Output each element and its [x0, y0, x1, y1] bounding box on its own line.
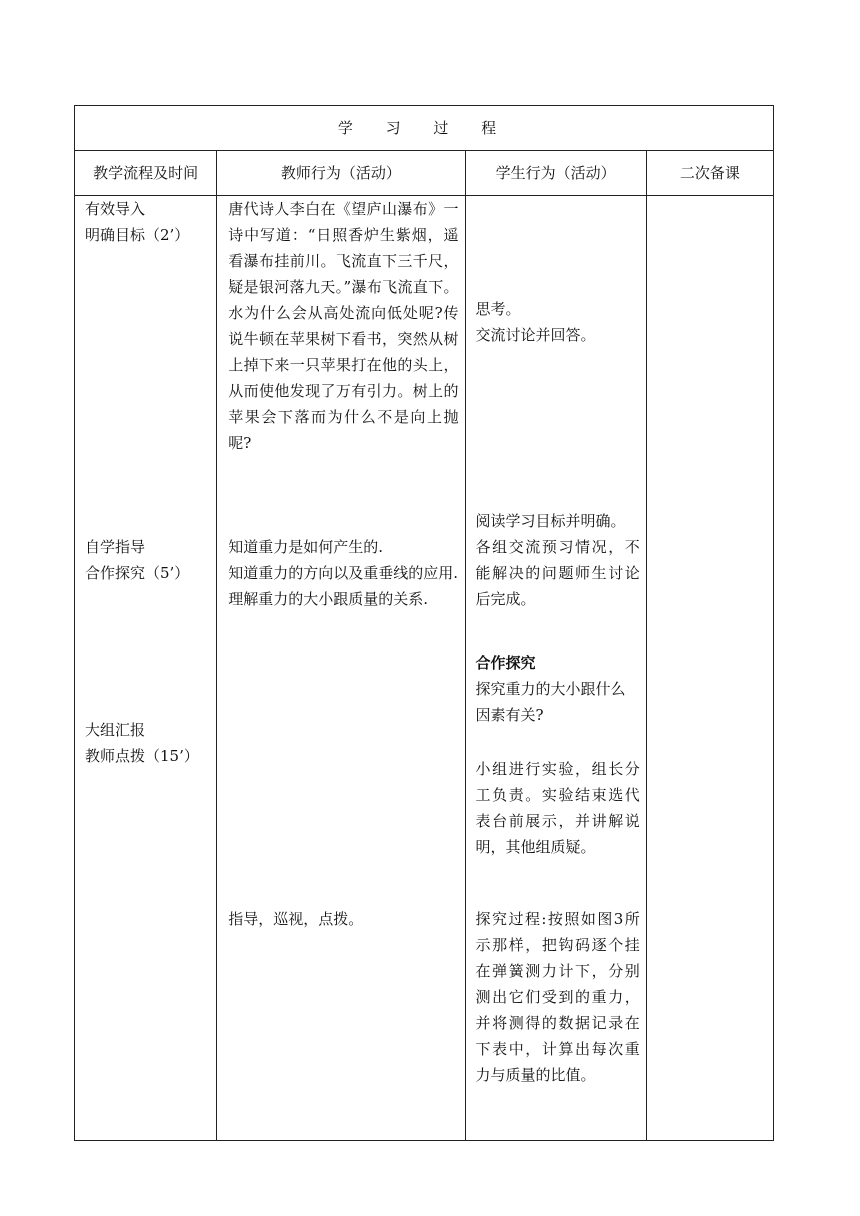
- table-body-row: [75, 196, 774, 1141]
- table-header-row: [75, 151, 774, 196]
- stage-intro: 有效导入 明确目标（2’）: [85, 200, 190, 244]
- student-think-text: 思考。 交流讨论并回答。: [475, 300, 596, 344]
- header-teacher-activity: 教师行为（活动）: [217, 151, 465, 196]
- teacher-intro-text: 唐代诗人李白在《望庐山瀑布》一诗中写道：“日照香炉生紫烟，遥看瀑布挂前川。飞流直下三千尺，疑是银河落九天。”瀑布飞流直下。水为什么会从高处流向低处呢?传说牛顿在苹果树下看书，突然从树上掉下来一只苹果打在他的头上，从而使他发现了万有引力。树上的苹果会下落而为什么不是向上抛呢?: [228, 200, 459, 452]
- header-secondary-prep: 二次备课: [646, 151, 773, 196]
- stage-report: 大组汇报 教师点拨（15’）: [85, 721, 199, 765]
- process-time-cell: [75, 196, 217, 1141]
- teacher-guide-text: 指导，巡视，点拨。: [228, 910, 364, 928]
- student-activity-cell: [465, 196, 646, 1141]
- header-process-time: 教学流程及时间: [75, 151, 217, 196]
- lesson-process-table: [74, 105, 774, 1141]
- teacher-activity-cell: [217, 196, 465, 1141]
- secondary-prep-cell: [646, 196, 773, 1141]
- student-read-text: 阅读学习目标并明确。 各组交流预习情况，不能解决的问题师生讨论后完成。: [475, 512, 640, 608]
- coop-explore-question: 探究重力的大小跟什么因素有关?: [475, 680, 626, 724]
- learning-goals-text: 知道重力是如何产生的. 知道重力的方向以及重垂线的应用. 理解重力的大小跟质量的关系.: [228, 538, 458, 608]
- table-title: 学 习 过 程: [75, 106, 774, 151]
- header-student-activity: 学生行为（活动）: [465, 151, 646, 196]
- stage-self-study: 自学指导 合作探究（5’）: [85, 538, 190, 582]
- coop-explore-title: 合作探究: [475, 654, 536, 672]
- explore-process-text: 探究过程:按照如图3所示那样，把钩码逐个挂在弹簧测力计下，分别测出它们受到的重力，并将测得的数据记录在下表中，计算出每次重力与质量的比值。: [475, 910, 640, 1084]
- table-title-row: [75, 106, 774, 151]
- student-experiment-text: 小组进行实验，组长分工负责。实验结束选代表台前展示，并讲解说明，其他组质疑。: [475, 760, 640, 856]
